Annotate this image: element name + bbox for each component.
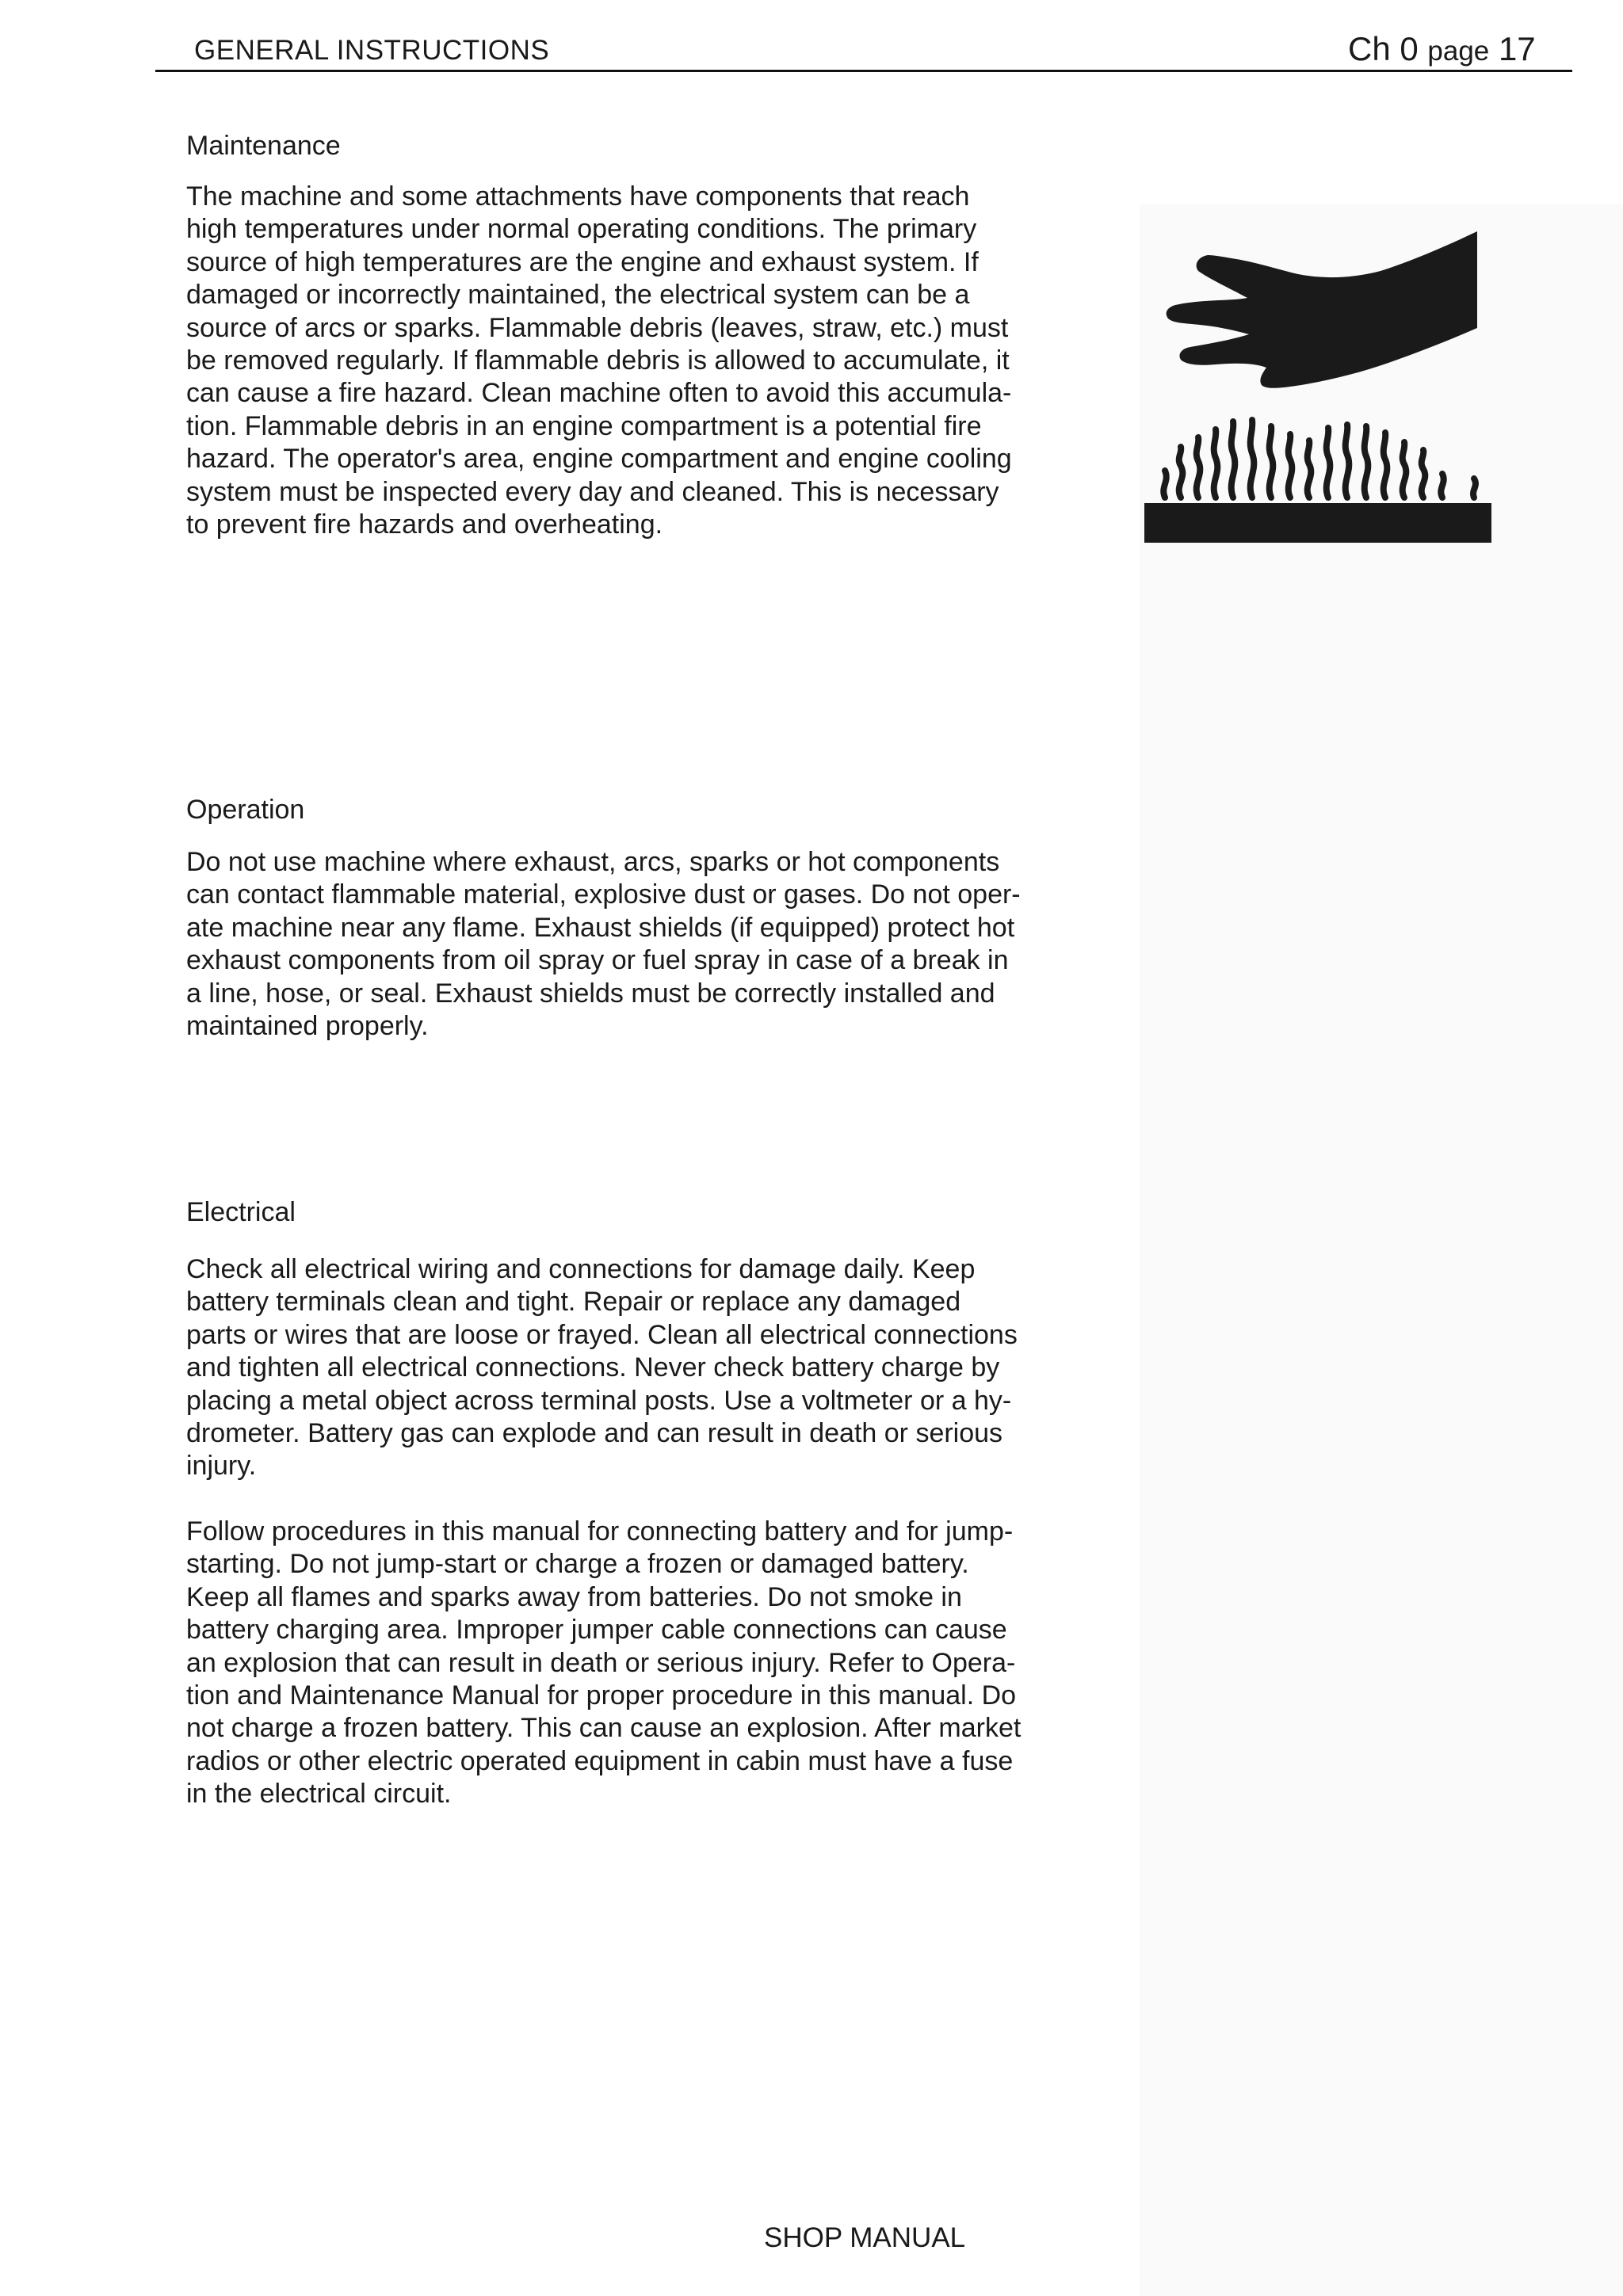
text-line: injury. (186, 1451, 257, 1482)
text-line: a line, hose, or seal. Exhaust shields must be correctly installed and (186, 978, 995, 1009)
operation-paragraph (186, 846, 1038, 1043)
text-line: tion. Flammable debris in an engine compartment is a potential fire (186, 410, 982, 441)
text-line: starting. Do not jump-start or charge a frozen or damaged battery. (186, 1549, 969, 1580)
chapter-label: Ch 0 (1348, 30, 1419, 67)
text-line: Keep all flames and sparks away from batteries. Do not smoke in (186, 1581, 962, 1612)
page-reference (1348, 30, 1536, 68)
text-line: battery terminals clean and tight. Repair or replace any damaged (186, 1287, 961, 1318)
text-line: maintained properly. (186, 1011, 429, 1042)
page-number: 17 (1498, 30, 1536, 67)
text-line: high temperatures under normal operating conditions. The primary (186, 214, 977, 245)
heat-waves (1163, 420, 1476, 498)
text-line: ate machine near any flame. Exhaust shields (if equipped) protect hot (186, 912, 1015, 943)
header-divider (155, 70, 1572, 72)
maintenance-paragraph (186, 181, 1038, 541)
text-line: source of high temperatures are the engine and exhaust system. If (186, 246, 979, 277)
text-line: tion and Maintenance Manual for proper procedure in this manual. Do (186, 1680, 1017, 1711)
page-footer: SHOP MANUAL (764, 2222, 966, 2253)
text-line: radios or other electric operated equipment in cabin must have a fuse (186, 1745, 1014, 1776)
hot-plate (1144, 503, 1491, 543)
text-line: Follow procedures in this manual for connecting battery and for jump- (186, 1516, 1014, 1547)
hot-surface-icon (1143, 204, 1495, 547)
text-line: parts or wires that are loose or frayed. Clean all electrical connections (186, 1319, 1018, 1350)
text-line: in the electrical circuit. (186, 1779, 452, 1810)
text-line: The machine and some attachments have components that reach (186, 181, 970, 212)
text-line: placing a metal object across terminal posts. Use a voltmeter or a hy- (186, 1385, 1012, 1416)
text-line: to prevent fire hazards and overheating. (186, 509, 663, 540)
text-line: hazard. The operator's area, engine compartment and engine cooling (186, 444, 1012, 475)
text-line: source of arcs or sparks. Flammable debris (leaves, straw, etc.) must (186, 312, 1009, 343)
text-line: damaged or incorrectly maintained, the electrical system can be a (186, 280, 970, 311)
electrical-paragraph-2 (186, 1516, 1038, 1811)
text-line: can cause a fire hazard. Clean machine often to avoid this accumula- (186, 378, 1012, 409)
header-title: GENERAL INSTRUCTIONS (194, 35, 550, 66)
hand-shape (1167, 231, 1477, 388)
maintenance-heading: Maintenance (186, 131, 341, 161)
text-line: Do not use machine where exhaust, arcs, sparks or hot components (186, 847, 1000, 877)
electrical-heading: Electrical (186, 1197, 296, 1227)
text-line: and tighten all electrical connections. Never check battery charge by (186, 1352, 1000, 1383)
text-line: drometer. Battery gas can explode and can result in death or serious (186, 1418, 1003, 1449)
text-line: battery charging area. Improper jumper cable connections can cause (186, 1615, 1007, 1646)
text-line: an explosion that can result in death or serious injury. Refer to Opera- (186, 1647, 1016, 1678)
page-word: page (1427, 36, 1490, 67)
text-line: exhaust components from oil spray or fuel spray in case of a break in (186, 945, 1009, 976)
text-line: not charge a frozen battery. This can cause an explosion. After market (186, 1713, 1022, 1744)
electrical-paragraph-1 (186, 1253, 1038, 1483)
text-line: Check all electrical wiring and connections for damage daily. Keep (186, 1254, 976, 1284)
operation-heading: Operation (186, 795, 305, 825)
text-line: can contact flammable material, explosive dust or gases. Do not oper- (186, 879, 1021, 910)
text-line: system must be inspected every day and cleaned. This is necessary (186, 476, 999, 507)
text-line: be removed regularly. If flammable debris is allowed to accumulate, it (186, 345, 1010, 376)
